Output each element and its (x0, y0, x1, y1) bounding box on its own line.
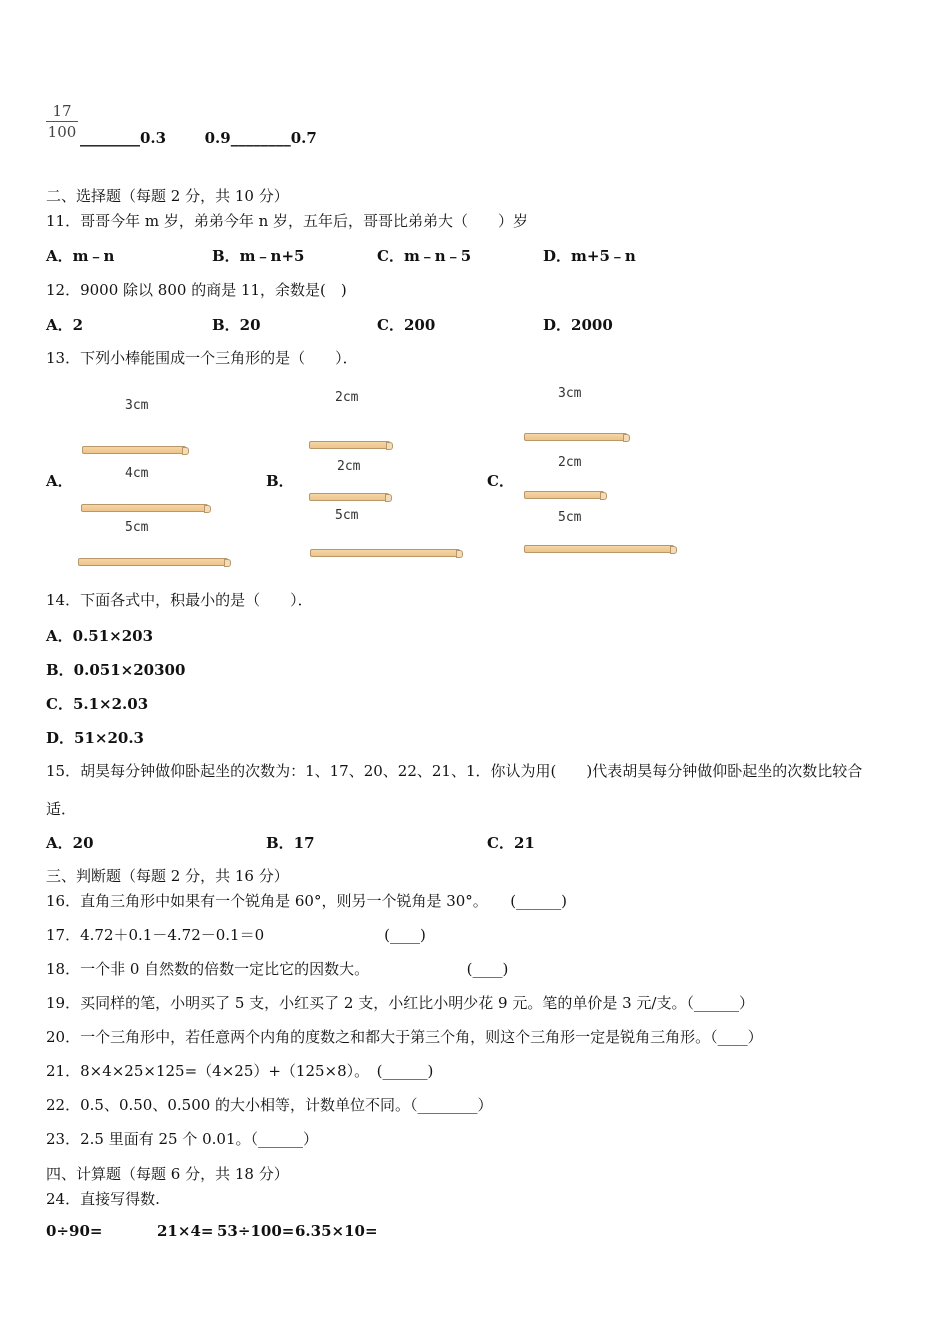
q10-blank-1[interactable]: ________ (80, 129, 140, 147)
q12-stem: 12．9000 除以 800 的商是 11，余数是( ) (46, 281, 347, 299)
q13-option-a[interactable]: A． (46, 472, 73, 490)
q11-stem: 11．哥哥今年 m 岁，弟弟今年 n 岁，五年后，哥哥比弟弟大（ ）岁 (46, 212, 529, 230)
q15-stem-line-1: 15．胡昊每分钟做仰卧起坐的次数为：1、17、20、22、21、1．你认为用( )代表胡昊每分钟做仰卧起坐的次数比较合 (46, 762, 863, 780)
section-3-heading: 三、判断题（每题 2 分，共 16 分） (46, 867, 289, 885)
q13-option-c[interactable]: C． (487, 472, 514, 490)
section-4-heading: 四、计算题（每题 6 分，共 18 分） (46, 1165, 289, 1183)
q13-stem: 13．下列小棒能围成一个三角形的是（ ）． (46, 349, 358, 367)
q14-option-a[interactable]: A．0.51×203 (46, 627, 154, 645)
stick-label: 3cm (558, 386, 582, 401)
q13-option-b[interactable]: B． (266, 472, 294, 490)
q11-option-b[interactable]: B．m﹣n+5 (212, 247, 305, 265)
calc-item: 6.35×10= (295, 1222, 378, 1240)
q22-judge: 22．0.5、0.50、0.500 的大小相等，计数单位不同。（________） (46, 1096, 493, 1114)
q14-option-d[interactable]: D．51×20.3 (46, 729, 144, 747)
stick-b1 (309, 441, 390, 449)
calc-item: 0÷90= (46, 1222, 103, 1240)
q12-option-a[interactable]: A．2 (46, 316, 84, 334)
q21-judge: 21．8×4×25×125=（4×25）+（125×8）。 (______) (46, 1062, 434, 1080)
q16-judge: 16．直角三角形中如果有一个锐角是 60°，则另一个锐角是 30°。 (______) (46, 892, 568, 910)
fraction-bar (46, 121, 78, 122)
calc-item: 21×4= (157, 1222, 214, 1240)
q15-option-a[interactable]: A．20 (46, 834, 94, 852)
fraction-denominator: 100 (47, 123, 77, 141)
stick-b3 (310, 549, 460, 557)
stick-a1 (82, 446, 186, 454)
q14-stem: 14．下面各式中，积最小的是（ ）． (46, 591, 313, 609)
stick-a2 (81, 504, 208, 512)
q15-option-c[interactable]: C．21 (487, 834, 535, 852)
q10-blank-2[interactable]: ________ (230, 129, 291, 147)
stick-label: 5cm (335, 508, 359, 523)
q18-judge: 18．一个非 0 自然数的倍数一定比它的因数大。 (____) (46, 960, 509, 978)
q10-value-3: 0.7 (290, 129, 317, 147)
q24-stem: 24．直接写得数. (46, 1190, 160, 1208)
q11-option-a[interactable]: A．m﹣n (46, 247, 115, 265)
q12-option-c[interactable]: C．200 (377, 316, 436, 334)
q23-judge: 23．2.5 里面有 25 个 0.01。（______） (46, 1130, 319, 1148)
q15-stem-line-2: 适． (46, 800, 77, 818)
q10-value-1: 0.3 (140, 129, 167, 147)
q14-option-c[interactable]: C．5.1×2.03 (46, 695, 149, 713)
section-2-heading: 二、选择题（每题 2 分，共 10 分） (46, 187, 289, 205)
stick-label: 5cm (125, 520, 149, 535)
q10-compare-row (80, 128, 317, 148)
stick-a3 (78, 558, 228, 566)
stick-label: 2cm (558, 455, 582, 470)
q11-option-c[interactable]: C．m﹣n﹣5 (377, 247, 472, 265)
stick-c2 (524, 491, 604, 499)
q20-judge: 20．一个三角形中，若任意两个内角的度数之和都大于第三个角，则这个三角形一定是锐角三角形。（____） (46, 1028, 763, 1046)
stick-c3 (524, 545, 674, 553)
fraction-numerator: 17 (52, 102, 72, 120)
stick-label: 4cm (125, 466, 149, 481)
calc-item: 53÷100= (217, 1222, 295, 1240)
stick-label: 2cm (335, 390, 359, 405)
q11-option-d[interactable]: D．m+5﹣n (543, 247, 636, 265)
stick-label: 5cm (558, 510, 582, 525)
q17-judge: 17．4.72＋0.1－4.72－0.1＝0 (____) (46, 926, 426, 944)
stick-c1 (524, 433, 627, 441)
fraction-17-over-100 (46, 102, 78, 141)
q12-option-b[interactable]: B．20 (212, 316, 261, 334)
q19-judge: 19．买同样的笔，小明买了 5 支，小红买了 2 支，小红比小明少花 9 元。笔的单价是 3 元/支。（______） (46, 994, 754, 1012)
stick-b2 (309, 493, 389, 501)
q15-option-b[interactable]: B．17 (266, 834, 315, 852)
q10-value-2: 0.9 (204, 129, 231, 147)
stick-label: 3cm (125, 398, 149, 413)
stick-label: 2cm (337, 459, 361, 474)
q14-option-b[interactable]: B．0.051×20300 (46, 661, 186, 679)
q12-option-d[interactable]: D．2000 (543, 316, 613, 334)
